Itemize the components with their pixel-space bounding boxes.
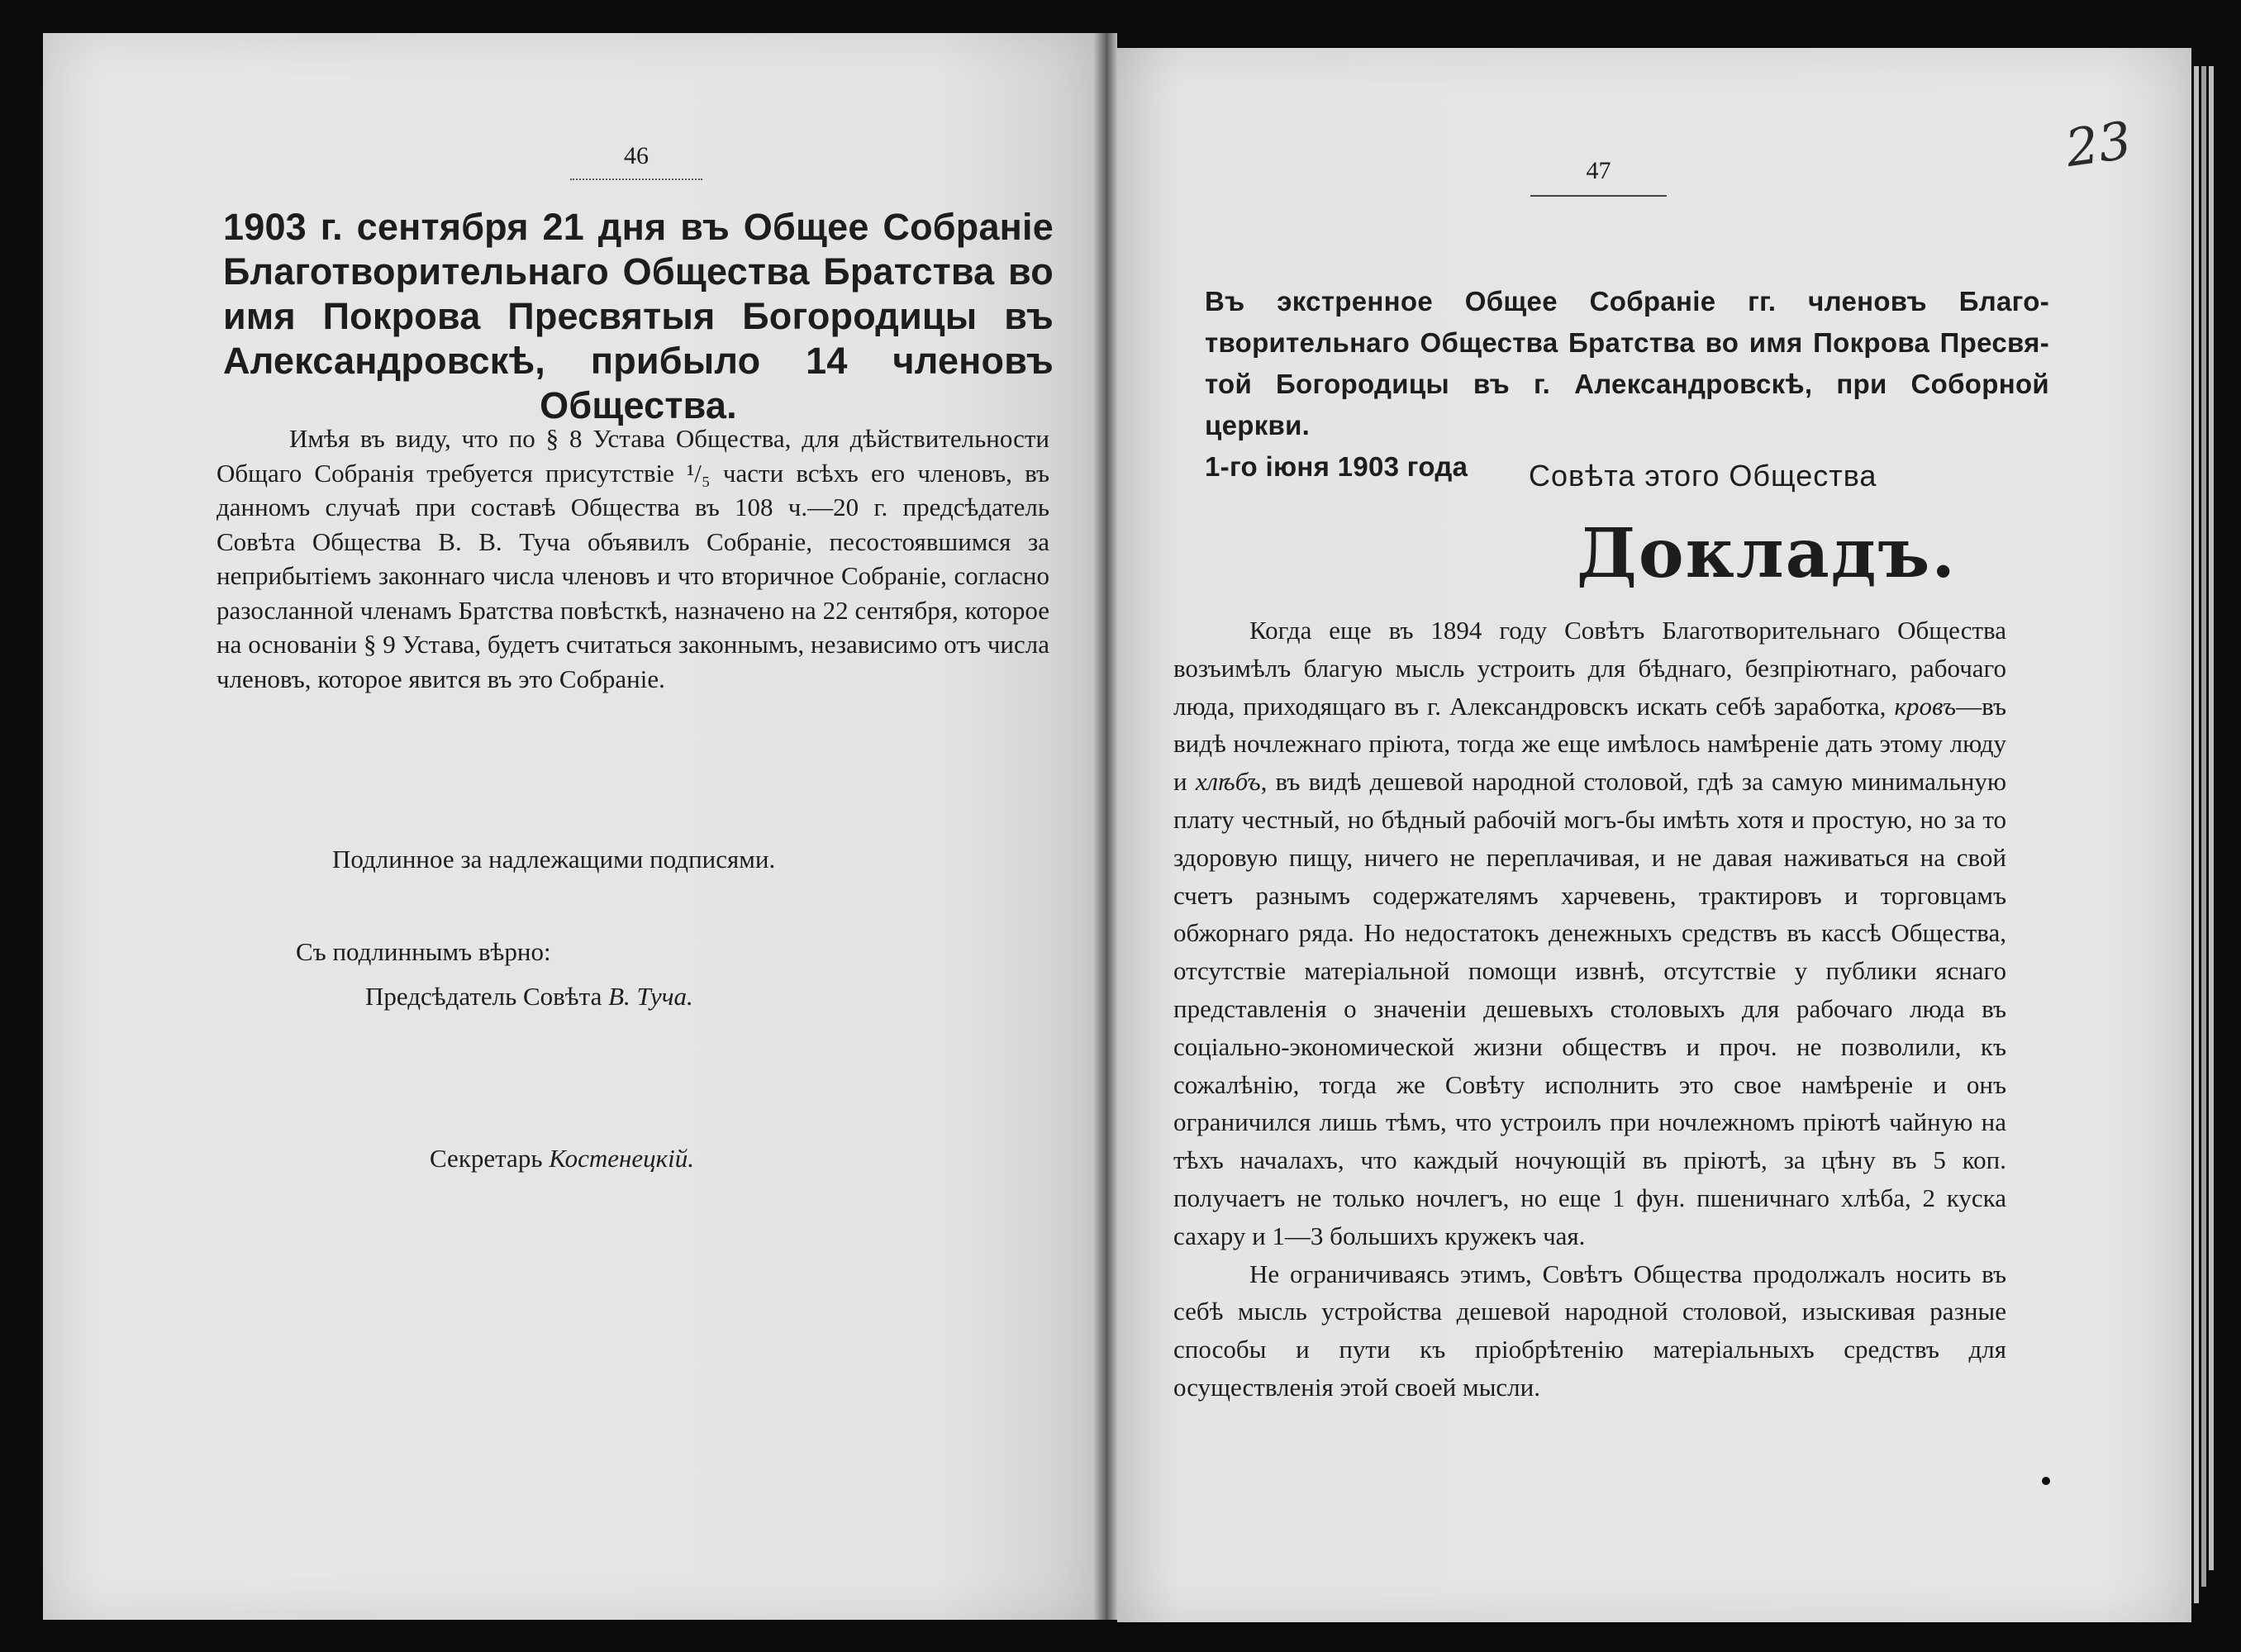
left-page-title: 1903 г. сентября 21 дня въ Общее Собраніе Благотворительнаго Общества Братства во имя Покрова Пресвятыя Богородицы въ Александровскѣ, прибыло 14 членовъ Общества. [223,206,1054,426]
ink-spot [2042,1477,2050,1485]
paragraph-text: , въ видѣ дешевой народной столовой, гдѣ за самую минимальную плату честный, но бѣдный рабочій могъ-бы имѣть хотя и простую, но за то здоровую пищу, ничего не переплачивая, и не давая наживаться на свой счетъ разнымъ содержателямъ харчевень, трактировъ и торговцамъ обжорнаго ряда. Но недостатокъ денежныхъ средствъ въ кассѣ Общества, отсутствіе матеріальной помощи извнѣ, отсутствіе у публики яснаго представленія о значеніи дешевыхъ столовыхъ для рабочаго люда въ соціально-экономической жизни обществъ и проч. не позволили, къ сожалѣнію, тогда же Совѣту исполнить это свое намѣреніе и онъ ограничился лишь тѣмъ, что устроилъ при ночлежномъ пріютѣ чайную на тѣхъ началахъ, что каждый ночующій въ пріютѣ, за цѣну въ 5 коп. получаетъ не только ночлегъ, но еще 1 фун. пшеничнаго хлѣба, 2 куска сахару и 1—3 большихъ кружекъ чая. [1173,767,2007,1250]
heading-line: Въ экстренное Общее Собраніе гг. членовъ Благо- [1205,286,2049,317]
original-signatures-note: Подлинное за надлежащими подписями. [332,845,776,874]
secretary-name: Костенецкій. [549,1144,695,1173]
page-edge [2194,66,2199,1603]
page-edge [2209,66,2214,1570]
page-edge [2201,66,2206,1587]
book-gutter [1094,33,1117,1620]
italic-word-shelter: кровъ [1894,691,1957,721]
chairman-line [365,982,693,1012]
heading-line: творительнаго Общества Братства во имя Покрова Пресвя- [1205,327,2049,358]
paragraph-text: —въ видѣ ночлежнаго пріюта, тогда же еще имѣлось намѣреніе дать этому люду и [1173,691,2006,797]
report-title: Докладъ. [1577,514,1957,593]
paragraph-text: Когда еще въ 1894 году Совѣтъ Благотворительнаго Общества возъимѣлъ благую мысль устроить для бѣднаго, безпріютнаго, рабочаго люда, приходящаго въ г. Александровскъ искать себѣ заработка, [1173,616,2006,721]
italic-word-bread: хлѣбъ [1195,767,1261,797]
council-subheading: Совѣта этого Общества [1529,459,1877,493]
report-paragraph-1 [1173,612,2006,1255]
left-page-body [216,421,1049,696]
handwritten-folio-number: 23 [2062,109,2135,179]
verified-label: Съ подлиннымъ вѣрно: [296,937,551,966]
page-number-left: 46 [570,142,702,180]
page-number-right: 47 [1530,157,1667,197]
chairman-label: Предсѣдатель Совѣта [365,982,602,1011]
secretary-line [430,1144,694,1174]
heading-line: той Богородицы въ г. Александровскѣ, при Соборной церкви. [1205,369,2049,440]
heading-line: 1-го іюня 1903 года [1205,451,1468,482]
left-paragraph: Имѣя въ виду, что по § 8 Устава Общества, для дѣйствительности Общаго Собранія требуется присутствіе ¹/₅ части всѣхъ его членовъ, въ данномъ случаѣ при составѣ Общества въ 108 ч.—20 г. предсѣдатель Совѣта Общества В. В. Туча объявилъ Собраніе, песостоявшимся за неприбытіемъ законнаго числа членовъ и что вторичное Собраніе, согласно разосланной членамъ Братства повѣсткѣ, назначено на 22 сентября, которое на основаніи § 9 Устава, будетъ считаться законнымъ, независимо отъ числа членовъ, которое явится въ это Собраніе. [216,424,1049,693]
report-paragraph-2: Не ограничиваясь этимъ, Совѣтъ Общества продолжалъ носить въ себѣ мысль устройства дешевой народной столовой, изыскивая разные способы и пути къ пріобрѣтенію матеріальныхъ средствъ для осуществленія этой своей мысли. [1173,1259,2006,1402]
meeting-heading [1205,281,2049,488]
chairman-name: В. Туча. [608,982,693,1011]
report-body [1173,612,2006,1407]
secretary-label: Секретарь [430,1144,543,1173]
